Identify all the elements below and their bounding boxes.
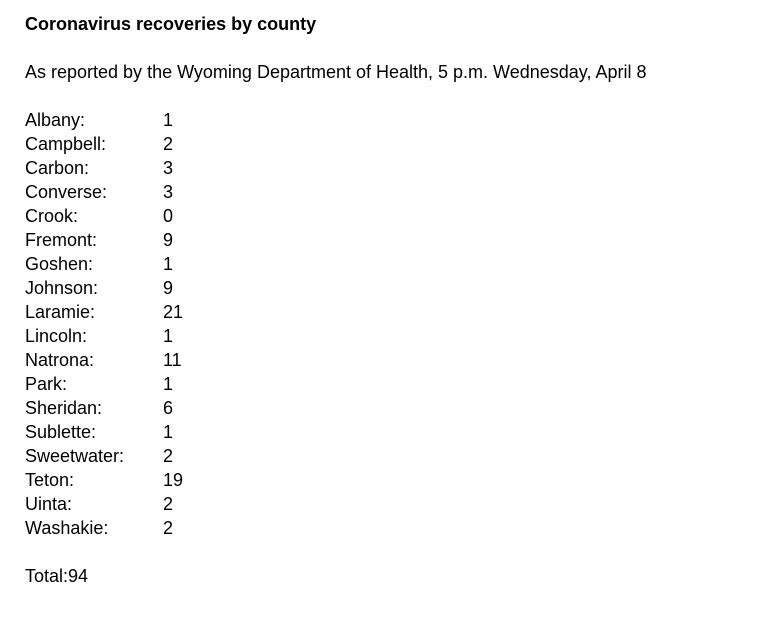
county-value: 3: [163, 158, 174, 178]
county-row: [25, 348, 748, 372]
county-label: Uinta:: [25, 494, 73, 514]
county-value: 1: [163, 110, 174, 130]
county-value: 21: [163, 302, 184, 322]
total-value: 94: [68, 566, 89, 586]
county-value: 2: [163, 446, 174, 466]
county-value: 1: [163, 254, 174, 274]
subtitle: As reported by the Wyoming Department of Health, 5 p.m. Wednesday, April 8: [25, 62, 647, 82]
county-value: 3: [163, 182, 174, 202]
county-row: [25, 516, 748, 540]
county-row: [25, 132, 748, 156]
county-value: 11: [163, 350, 182, 370]
county-label: Washakie:: [25, 518, 109, 538]
county-value: 0: [163, 206, 174, 226]
county-label: Sweetwater:: [25, 446, 125, 466]
county-label: Lincoln:: [25, 326, 88, 346]
county-row: [25, 276, 748, 300]
county-label: Sublette:: [25, 422, 97, 442]
county-value: 6: [163, 398, 174, 418]
county-value: 19: [163, 470, 184, 490]
county-row: [25, 420, 748, 444]
county-row: [25, 108, 748, 132]
county-row: [25, 180, 748, 204]
county-label: Johnson:: [25, 278, 99, 298]
county-value: 1: [163, 326, 174, 346]
county-list: [25, 108, 748, 540]
county-label: Carbon:: [25, 158, 90, 178]
county-value: 9: [163, 278, 174, 298]
county-value: 2: [163, 134, 174, 154]
county-value: 9: [163, 230, 174, 250]
county-row: [25, 468, 748, 492]
total-row: [25, 564, 748, 588]
page-title: Coronavirus recoveries by county: [25, 14, 317, 34]
county-label: Crook:: [25, 206, 79, 226]
county-row: [25, 156, 748, 180]
county-row: [25, 228, 748, 252]
county-row: [25, 372, 748, 396]
county-label: Goshen:: [25, 254, 94, 274]
county-row: [25, 300, 748, 324]
county-label: Converse:: [25, 182, 108, 202]
county-label: Sheridan:: [25, 398, 103, 418]
county-row: [25, 324, 748, 348]
county-value: 1: [163, 374, 174, 394]
total-label: Total:: [25, 566, 69, 586]
county-label: Campbell:: [25, 134, 107, 154]
county-row: [25, 252, 748, 276]
county-label: Laramie:: [25, 302, 96, 322]
county-label: Park:: [25, 374, 68, 394]
county-value: 2: [163, 494, 174, 514]
county-value: 2: [163, 518, 174, 538]
county-label: Natrona:: [25, 350, 95, 370]
county-value: 1: [163, 422, 174, 442]
county-row: [25, 204, 748, 228]
county-row: [25, 492, 748, 516]
county-label: Teton:: [25, 470, 75, 490]
county-label: Albany:: [25, 110, 86, 130]
county-row: [25, 396, 748, 420]
county-row: [25, 444, 748, 468]
county-label: Fremont:: [25, 230, 98, 250]
